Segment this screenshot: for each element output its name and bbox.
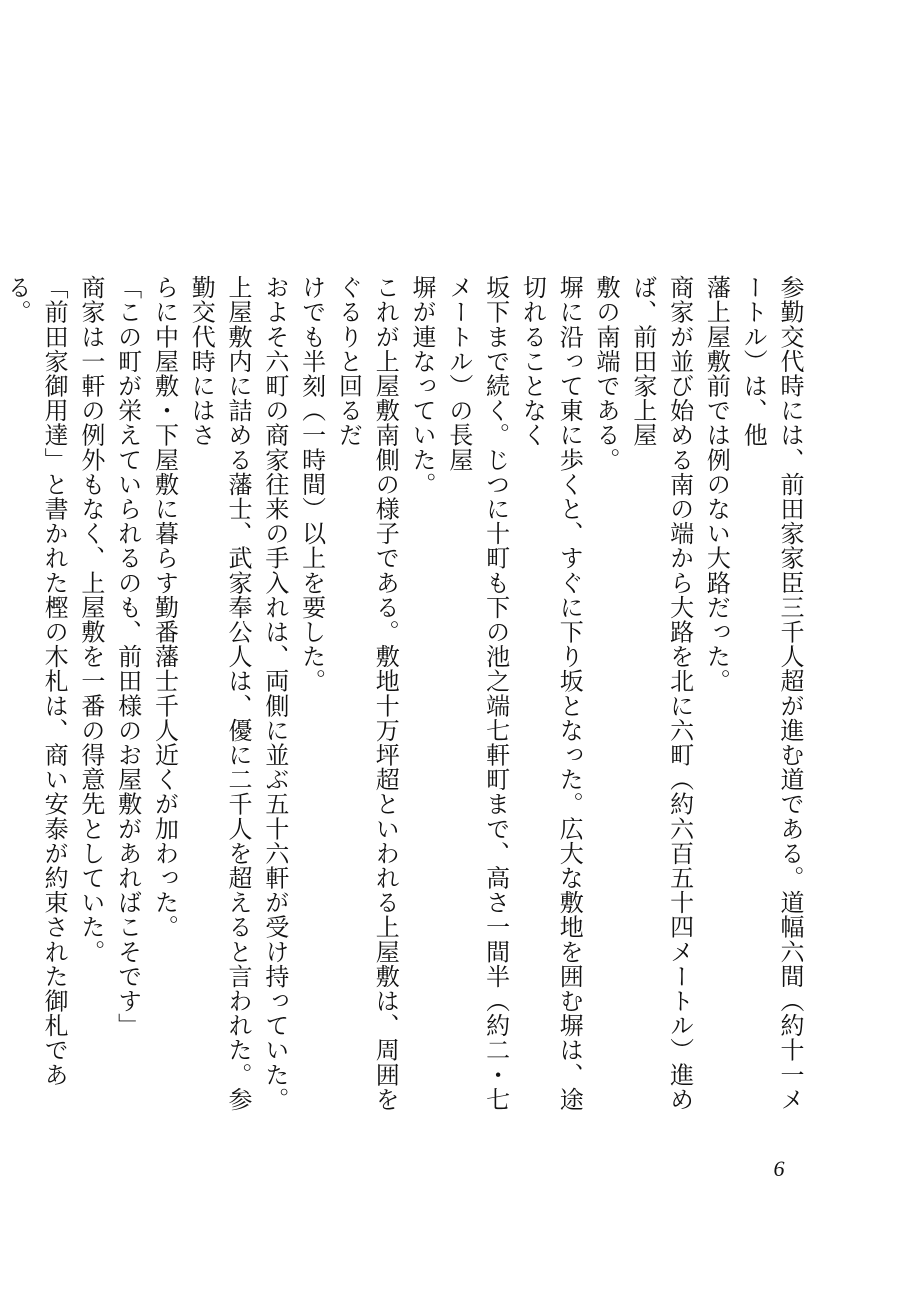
text-line: 敷の南端である。: [592, 275, 621, 472]
text-line: 塀が連なっていた。: [408, 275, 437, 497]
text-line: けでも半刻（一時間）以上を要した。: [297, 275, 326, 694]
text-line: 「この町が栄えていられるのも、前田様のお屋敷があればこそです」: [113, 275, 142, 1038]
text-line: 坂下まで続く。じつに十町も下の池之端七軒町まで、高さ一間半（約二・七メートル）の長屋: [444, 275, 510, 1112]
text-line: 上屋敷内に詰める藩士、武家奉公人は、優に二千人を超えると言われた。参勤交代時にはさ: [187, 275, 253, 1112]
text-line: これが上屋敷南側の様子である。敷地十万坪超といわれる上屋敷は、周囲をぐるりと回るだ: [334, 275, 400, 1112]
text-line: およそ六町の商家往来の手入れは、両側に並ぶ五十六軒が受け持っていた。: [260, 275, 289, 1112]
vertical-text-body: [3, 275, 808, 1135]
text-line: 「前田家御用達」と書かれた樫の木札は、商い安泰が約束された御札である。: [3, 275, 69, 1087]
text-line: 塀に沿って東に歩くと、すぐに下り坂となった。広大な敷地を囲む塀は、途切れることなく: [518, 275, 584, 1112]
page-number: 6: [773, 1156, 785, 1181]
text-line: 藩上屋敷前では例のない大路だった。: [702, 275, 731, 694]
text-line: 商家が並び始める南の端から大路を北に六町（約六百五十四メートル）進めば、前田家上屋: [628, 275, 694, 1112]
text-line: 参勤交代時には、前田家家臣三千人超が進む道である。道幅六間（約十一メートル）は、他: [739, 275, 804, 1112]
text-line: らに中屋敷・下屋敷に暮らす勤番藩士千人近くが加わった。: [150, 275, 179, 940]
text-line: 商家は一軒の例外もなく、上屋敷を一番の得意先としていた。: [76, 275, 105, 964]
